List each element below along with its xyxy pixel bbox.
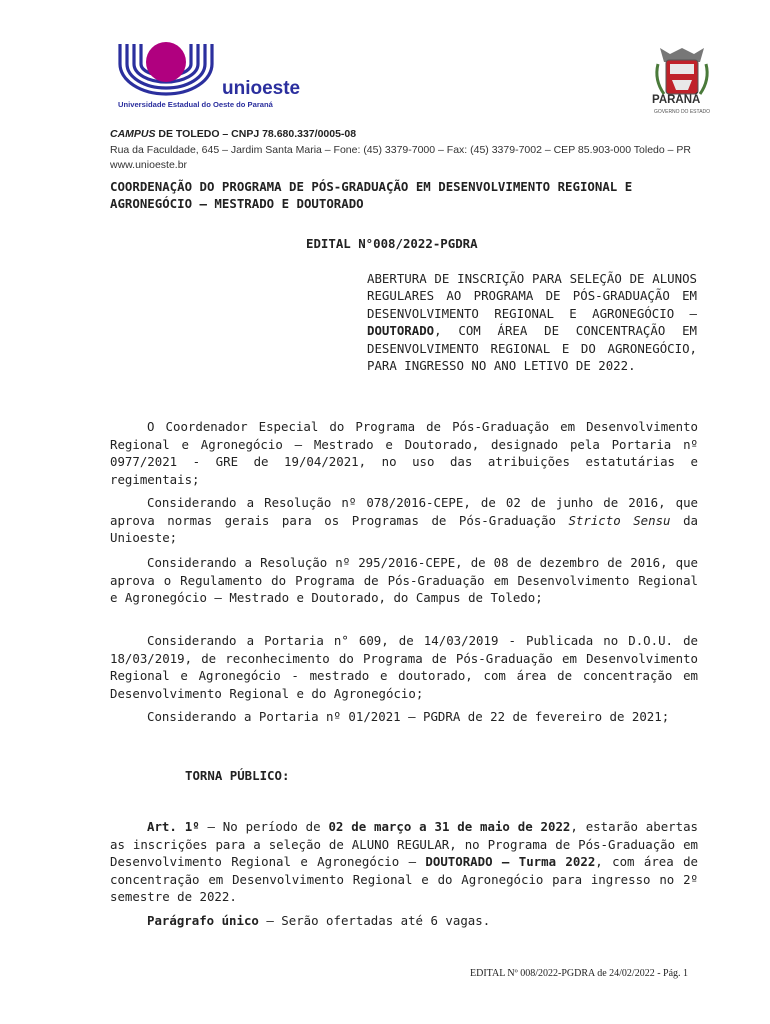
parana-wordmark: PARANÁ [652, 94, 701, 106]
article-text-end: , com área de concentração em Desenvolvimento Regional e do Agronegócio para ingresso no 2º semestre de 2022. [110, 854, 698, 905]
paragraph-text: Considerando a Portaria n° 609, de 14/03/2019 - Publicada no D.O.U. de 18/03/2019, de reconhecimento do Programa de Pós-Graduação em Desenvolvimento Regional e Agronegócio - mestrado e doutorado, com área de concentração em Desenvolvimento Regional e do Agronegócio; [110, 633, 698, 701]
paragraph-text: Considerando a Portaria nº 01/2021 – PGDRA de 22 de fevereiro de 2021; [147, 709, 670, 724]
address-block [110, 143, 710, 173]
parana-subtitle: GOVERNO DO ESTADO [654, 109, 711, 115]
paragraph-unico-label: Parágrafo único [147, 913, 259, 928]
unioeste-wordmark: unioeste [222, 78, 301, 99]
article-text: – No período de [199, 819, 329, 834]
summary-text: ABERTURA DE INSCRIÇÃO PARA SELEÇÃO DE ALUNOS REGULARES AO PROGRAMA DE PÓS-GRADUAÇÃO EM DESENVOLVIMENTO REGIONAL E AGRONEGÓCIO – [367, 271, 697, 321]
edital-summary [367, 270, 697, 374]
paragraph-resolution-295 [110, 554, 698, 607]
campus-line [110, 128, 356, 140]
article-label: Art. 1º [147, 819, 200, 834]
unioeste-logo [118, 42, 301, 114]
summary-text-end: , COM ÁREA DE CONCENTRAÇÃO EM DESENVOLVIMENTO REGIONAL E DO AGRONEGÓCIO, PARA INGRESSO NO ANO LETIVO DE 2022. [367, 323, 697, 374]
article-course: DOUTORADO – Turma 2022 [425, 854, 596, 870]
address-line: Rua da Faculdade, 645 – Jardim Santa Maria – Fone: (45) 3379-7000 – Fax: (45) 3379-7002 – CEP 85.903-000 Toledo – PR [110, 144, 691, 156]
article-1 [110, 818, 698, 906]
parana-coat-of-arms-icon [650, 44, 714, 100]
paragraph-text-end: da Unioeste; [110, 512, 698, 546]
campus-cnpj: DE TOLEDO – CNPJ 78.680.337/0005-08 [155, 128, 357, 140]
paragraph-unico-text: – Serão ofertadas até 6 vagas. [258, 913, 491, 928]
coordination-heading: COORDENAÇÃO DO PROGRAMA DE PÓS-GRADUAÇÃO EM DESENVOLVIMENTO REGIONAL E AGRONEGÓCIO – MESTRADO E DOUTORADO [110, 179, 633, 211]
paragraph-coordinator [110, 418, 698, 488]
article-period: 02 de março a 31 de maio de 2022 [328, 819, 571, 834]
paragraph-text: Considerando a Resolução nº 295/2016-CEPE, de 08 de dezembro de 2016, que aprova o Regulamento do Programa de Pós-Graduação em Desenvolvimento Regional e Agronegócio – Mestrado e Doutorado, do Campus de Toledo; [110, 555, 698, 606]
paragraph-text: Considerando a Resolução nº 078/2016-CEPE, de 02 de junho de 2016, que aprova normas gerais para os Programas de Pós-Graduação [110, 495, 698, 528]
paragraph-portaria-609 [110, 632, 698, 702]
website-line: www.unioeste.br [110, 159, 188, 171]
unioeste-subtitle: Universidade Estadual do Oeste do Paraná [118, 100, 273, 109]
article-text: , estarão abertas as inscrições para a seleção de ALUNO REGULAR, no Programa de Pós-Graduação em Desenvolvimento Regional e Agronegócio – [110, 819, 698, 870]
campus-label: CAMPUS [110, 128, 156, 140]
torna-publico-heading: TORNA PÚBLICO: [185, 768, 290, 783]
summary-bold: DOUTORADO [367, 323, 435, 339]
edital-title: EDITAL N°008/2022-PGDRA [306, 236, 478, 251]
page-footer: EDITAL Nº 008/2022-PGDRA de 24/02/2022 - Pág. 1 [470, 968, 689, 979]
paragraph-resolution-078 [110, 494, 698, 547]
paragraph-portaria-01 [110, 708, 698, 726]
parana-logo [650, 44, 714, 118]
paragraph-unico [110, 912, 698, 930]
paragraph-italic: Stricto Sensu [568, 512, 671, 528]
paragraph-text: O Coordenador Especial do Programa de Pós-Graduação em Desenvolvimento Regional e Agronegócio – Mestrado e Doutorado, designado pela Portaria nº 0977/2021 - GRE de 19/04/2021, no uso das atribuições estatutárias e regimentais; [110, 419, 698, 487]
